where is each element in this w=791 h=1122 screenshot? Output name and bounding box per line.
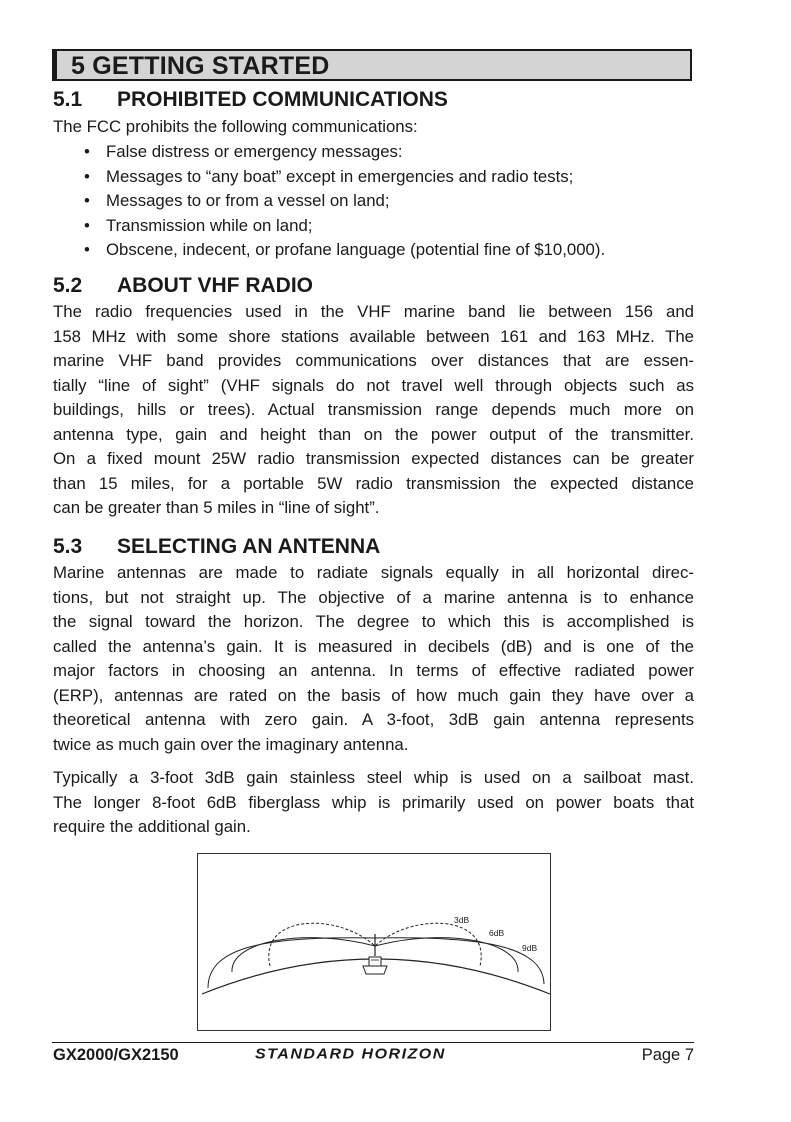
section-number: 5.1 — [53, 88, 83, 111]
text-line: major factors in choosing an antenna. In terms of effective radiated power — [53, 661, 694, 680]
vhf-paragraph — [53, 300, 694, 521]
text-line: The longer 8-foot 6dB fiberglass whip is primarily used on power boats that — [53, 792, 694, 812]
chapter-title: 5 GETTING STARTED — [71, 52, 330, 80]
antenna-gain-figure — [197, 853, 551, 1031]
section-intro — [53, 115, 694, 140]
text-line: called the antenna’s gain. It is measured in decibels (dB) and is one of the — [53, 636, 694, 656]
text-line: 158 MHz with some shore stations available between 161 and 163 MHz. The — [53, 326, 694, 346]
text-line: The radio frequencies used in the VHF marine band lie between 156 and — [53, 302, 694, 321]
text-line: buildings, hills or trees). Actual transmission range depends much more on — [53, 400, 694, 419]
list-item: • Messages to or from a vessel on land; — [78, 189, 605, 214]
footer-brand-logo: STANDARD HORIZON — [255, 1046, 446, 1063]
text-line: marine VHF band provides communications over distances that are essen- — [53, 351, 694, 370]
list-item: • Obscene, indecent, or profane language (potential fine of $10,000). — [78, 238, 605, 263]
section-heading-5-1 — [53, 87, 448, 113]
prohibited-list — [78, 140, 605, 263]
section-title: PROHIBITED COMMUNICATIONS — [117, 88, 448, 111]
intro-line: The FCC prohibits the following communications: — [53, 117, 418, 136]
section-number: 5.2 — [53, 274, 83, 297]
section-title: SELECTING AN ANTENNA — [117, 535, 381, 558]
text-line: twice as much gain over the imaginary antenna. — [53, 734, 409, 754]
label-9db: 9dB — [522, 943, 538, 953]
footer-rule — [52, 1042, 694, 1043]
footer-model: GX2000/GX2150 — [53, 1046, 179, 1064]
text-line: On a fixed mount 25W radio transmission expected distances can be greater — [53, 449, 694, 468]
radiation-pattern-diagram — [198, 854, 552, 1032]
text-line: theoretical antenna with zero gain. A 3-foot, 3dB gain antenna represents — [53, 710, 694, 729]
section-title: ABOUT VHF RADIO — [117, 274, 313, 297]
section-heading-5-2 — [53, 273, 313, 299]
text-line: can be greater than 5 miles in “line of sight”. — [53, 498, 380, 517]
footer-page-number: Page 7 — [641, 1046, 694, 1064]
whip-paragraph — [53, 766, 694, 840]
text-line: require the additional gain. — [53, 817, 251, 836]
text-line: than 15 miles, for a portable 5W radio transmission the expected distance — [53, 473, 694, 493]
text-line: tions, but not straight up. The objective of a marine antenna is to enhance — [53, 587, 694, 607]
text-line: tially “line of sight” (VHF signals do not travel well through objects such as — [53, 375, 694, 395]
section-heading-5-3 — [53, 534, 380, 560]
text-line: the signal toward the horizon. The degree to which this is accomplished is — [53, 612, 694, 631]
text-line: Typically a 3-foot 3dB gain stainless steel whip is used on a sailboat mast. — [53, 768, 694, 787]
chapter-header-bar — [52, 49, 692, 81]
text-line: antenna type, gain and height than on the power output of the transmitter. — [53, 424, 694, 444]
section-number: 5.3 — [53, 535, 83, 558]
text-line: (ERP), antennas are rated on the basis of how much gain they have over a — [53, 685, 694, 705]
label-3db: 3dB — [454, 915, 470, 925]
antenna-paragraph — [53, 561, 694, 757]
list-item: • Transmission while on land; — [78, 214, 605, 239]
text-line: Marine antennas are made to radiate signals equally in all horizontal direc- — [53, 563, 694, 582]
label-6db: 6dB — [489, 928, 505, 938]
list-item: • Messages to “any boat” except in emergencies and radio tests; — [78, 165, 605, 190]
list-item: • False distress or emergency messages: — [78, 140, 605, 165]
